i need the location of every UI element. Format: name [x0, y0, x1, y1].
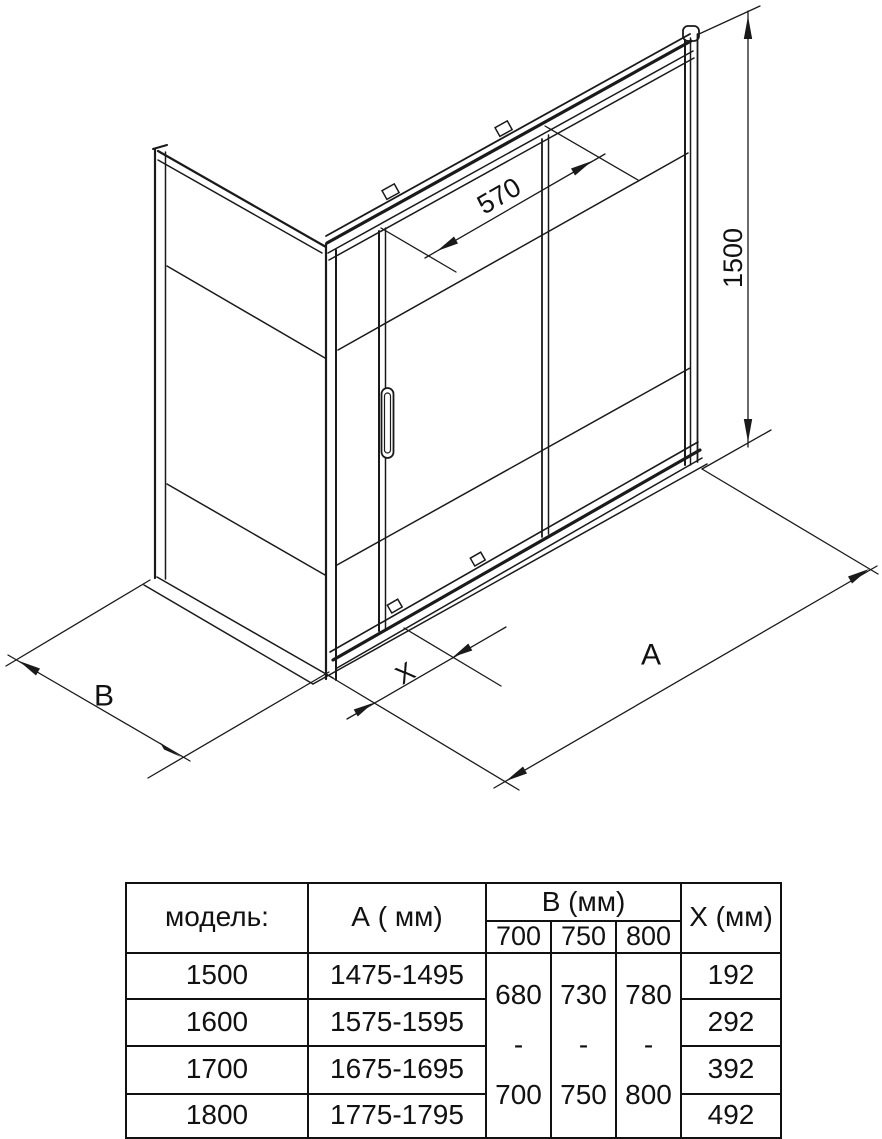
dimension-b — [6, 580, 329, 778]
cell-model: 1500 — [126, 953, 308, 999]
header-a: А ( мм) — [308, 883, 486, 953]
b-range-to: 800 — [625, 1079, 672, 1111]
cell-x: 492 — [681, 1094, 781, 1138]
cell-a: 1775-1795 — [308, 1094, 486, 1138]
dimensions — [6, 6, 878, 790]
b-range-sep: - — [643, 1029, 654, 1061]
rail-bracket — [387, 599, 402, 613]
subheader-700: 700 — [486, 921, 551, 953]
table-row — [126, 999, 781, 1046]
dim-label-x: X — [389, 655, 421, 691]
header-model: модель: — [126, 883, 308, 953]
glass-divider — [542, 135, 549, 537]
dimension-x — [347, 627, 506, 719]
cell-x: 292 — [681, 999, 781, 1046]
dim-label-b: B — [93, 679, 115, 713]
header-x: X (мм) — [681, 883, 781, 953]
size-table — [125, 882, 782, 1139]
cell-model: 1600 — [126, 999, 308, 1046]
b-range-from: 730 — [560, 979, 607, 1011]
b-range-from: 680 — [495, 979, 542, 1011]
dim-label-a: A — [640, 638, 662, 672]
b-range-to: 750 — [560, 1079, 607, 1111]
b-range-sep: - — [578, 1029, 589, 1061]
cell-b-700 — [486, 953, 551, 1138]
cell-model: 1800 — [126, 1094, 308, 1138]
dim-label-570: 570 — [471, 171, 527, 221]
door-handle — [382, 388, 394, 458]
dim-label-1500: 1500 — [718, 227, 748, 289]
b-range-from: 780 — [625, 979, 672, 1011]
b-range-sep: - — [513, 1029, 524, 1061]
cell-b-750 — [551, 953, 616, 1138]
table-row — [126, 1046, 781, 1094]
right-post — [685, 34, 698, 465]
table-row — [126, 953, 781, 999]
side-panel — [144, 145, 336, 684]
b-range-to: 700 — [495, 1079, 542, 1111]
header-b: В (мм) — [486, 883, 681, 921]
top-rail — [326, 26, 699, 260]
cell-model: 1700 — [126, 1046, 308, 1094]
cell-a: 1575-1595 — [308, 999, 486, 1046]
cell-a: 1475-1495 — [308, 953, 486, 999]
sliding-door — [313, 26, 707, 684]
cell-x: 192 — [681, 953, 781, 999]
table-row — [126, 1094, 781, 1138]
cell-x: 392 — [681, 1046, 781, 1094]
subheader-750: 750 — [551, 921, 616, 953]
dimension-a — [331, 469, 878, 790]
cell-b-800 — [616, 953, 681, 1138]
cell-a: 1675-1695 — [308, 1046, 486, 1094]
subheader-800: 800 — [616, 921, 681, 953]
